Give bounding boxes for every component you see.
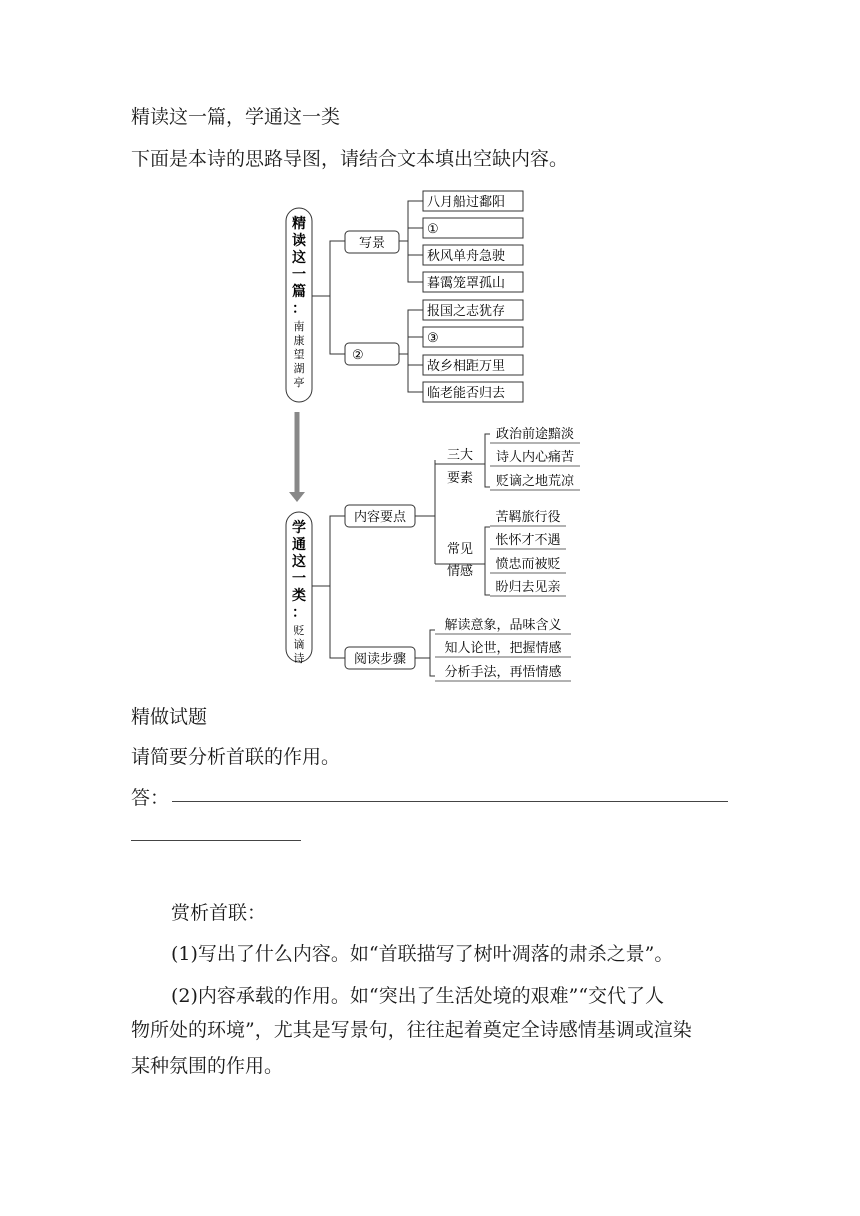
title-char: 这: [292, 554, 306, 570]
item-text: 暮霭笼罩孤山: [427, 276, 506, 291]
item-text: ③: [427, 331, 439, 346]
title-char: 一: [292, 267, 306, 283]
item-text: 故乡相距万里: [427, 359, 506, 374]
branch2-label: ②: [352, 348, 364, 363]
connector: [399, 201, 423, 282]
branch1-items: [423, 191, 523, 292]
item-text: 秋风单舟急驶: [427, 249, 506, 264]
title-char: 亭: [293, 375, 305, 389]
title-char: 读: [292, 233, 306, 249]
instruction-text: 下面是本诗的思路导图，请结合文本填出空缺内容。: [131, 148, 569, 170]
item-text: 苦羁旅行役: [495, 510, 561, 525]
item-text: 解读意象，品味含义: [444, 618, 562, 633]
item-text: 贬谪之地荒凉: [495, 474, 575, 489]
branch2-items: [423, 300, 523, 402]
title-char: 谪: [293, 637, 305, 651]
connector: [408, 337, 423, 365]
connector: [415, 630, 435, 676]
exercise-heading: 精做试题: [131, 706, 208, 728]
analysis-point-2-line-2: 物所处的环境”，尤其是写景句，往往起着奠定全诗感情基调或渲染: [131, 1019, 692, 1041]
item-text: 分析手法，再悟情感: [444, 665, 562, 680]
connector: [330, 296, 345, 354]
answer-blank-line-1[interactable]: [172, 801, 728, 802]
section-heading: 精读这一篇，学通这一类: [131, 106, 341, 128]
title-char: 这: [292, 250, 306, 266]
group1-label-1: 三大: [446, 448, 474, 463]
title-char: 诗: [293, 651, 305, 665]
group2-label-2: 情感: [446, 564, 474, 579]
answer-blank-line-2[interactable]: [131, 840, 301, 841]
item-text: 报国之志犹存: [427, 304, 506, 319]
connector: [399, 310, 423, 392]
title-char: 篇: [292, 284, 306, 300]
item-text: 政治前途黯淡: [495, 427, 575, 442]
flow-arrow-head: [289, 492, 305, 502]
connector: [435, 527, 490, 595]
mind-map-diagram: [282, 186, 582, 682]
content-points-label: 内容要点: [353, 510, 407, 525]
item-text: 诗人内心痛苦: [495, 450, 575, 465]
branch1-label: 写景: [358, 236, 386, 251]
connector: [312, 241, 345, 296]
title-char: 学: [292, 520, 306, 536]
title-char: ：: [292, 605, 306, 621]
item-text: 八月船过鄱阳: [427, 195, 506, 210]
connector: [415, 460, 435, 564]
connector: [312, 516, 345, 658]
group2-label-1: 常见: [446, 542, 474, 557]
item-text: 怅怀才不遇: [495, 533, 561, 548]
title-char: 通: [292, 537, 306, 553]
title-char: 贬: [293, 624, 305, 637]
title-char: 精: [292, 216, 306, 232]
title-char: 南: [293, 320, 305, 333]
reading-steps-items: [435, 617, 571, 681]
title-char: 湖: [293, 361, 305, 375]
analysis-title: 赏析首联：: [171, 902, 267, 924]
title-char: 类: [292, 588, 306, 604]
group1-label-2: 要素: [446, 471, 474, 486]
answer-label: 答：: [131, 787, 170, 809]
analysis-point-2-line-1: (2)内容承载的作用。如“突出了生活处境的艰难”“交代了人: [171, 985, 665, 1007]
title-char: 望: [293, 347, 305, 361]
item-text: 知人论世，把握情感: [444, 641, 562, 656]
analysis-point-2-line-3: 某种氛围的作用。: [131, 1055, 284, 1077]
analysis-point-1: (1)写出了什么内容。如“首联描写了树叶凋落的肃杀之景”。: [171, 943, 674, 965]
item-text: 盼归去见亲: [495, 580, 561, 595]
top-title-text: [292, 215, 306, 389]
item-text: 临老能否归去: [427, 386, 506, 401]
bottom-title-text: [292, 519, 306, 665]
question-text: 请简要分析首联的作用。: [131, 746, 341, 768]
title-char: 一: [292, 571, 306, 587]
group1-items: [490, 426, 580, 490]
item-text: ①: [427, 222, 439, 237]
title-char: ：: [292, 301, 306, 317]
item-text: 愤忠而被贬: [495, 557, 561, 572]
reading-steps-label: 阅读步骤: [353, 652, 407, 667]
title-char: 康: [293, 333, 305, 347]
connector: [408, 228, 423, 255]
group2-items: [490, 510, 566, 596]
